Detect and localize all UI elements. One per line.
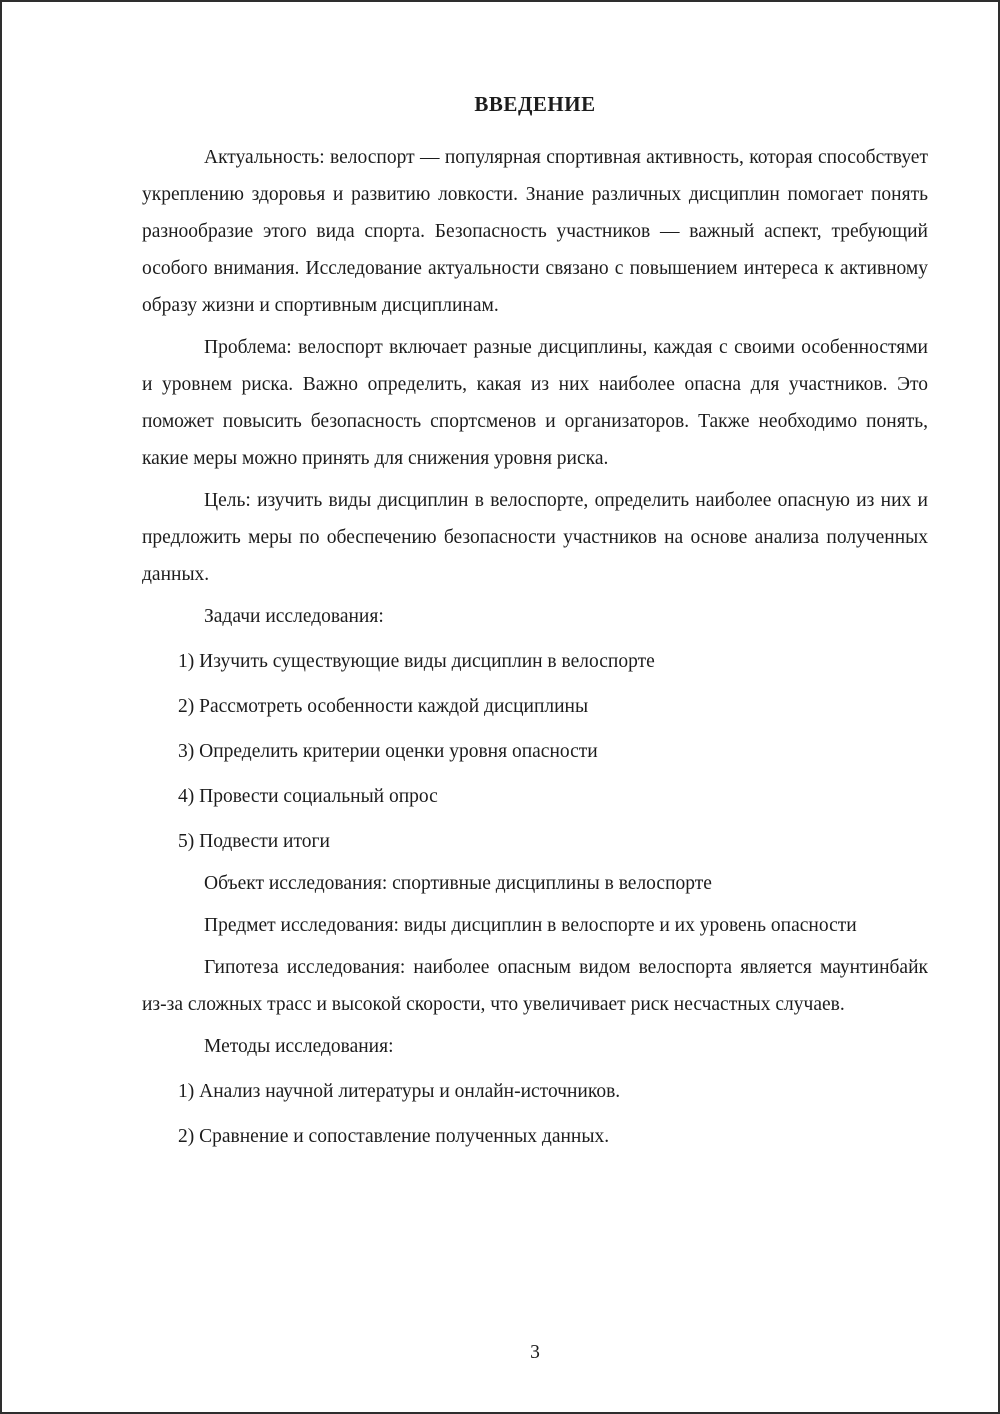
task-item-1: 1) Изучить существующие виды дисциплин в велоспорте xyxy=(178,651,655,672)
tasks-heading: Задачи исследования: xyxy=(204,606,384,627)
task-item-5: 5) Подвести итоги xyxy=(178,831,330,852)
paragraph-tsel: Цель: изучить виды дисциплин в велоспорте, определить наиболее опасную из них и предложить меры по обеспечению безопасности участников на основе анализа полученных данных. xyxy=(142,490,928,585)
paragraph-problema: Проблема: велоспорт включает разные дисциплины, каждая с своими особенностями и уровнем риска. Важно определить, какая из них наиболее опасна для участников. Это поможет повысить безопасность спортсменов и организаторов. Также необходимо понять, какие меры можно принять для снижения уровня риска. xyxy=(142,337,928,469)
methods-heading: Методы исследования: xyxy=(204,1036,394,1057)
paragraph-object: Объект исследования: спортивные дисциплины в велоспорте xyxy=(204,873,712,894)
page-number: 3 xyxy=(530,1342,540,1363)
paragraph-hypothesis: Гипотеза исследования: наиболее опасным видом велоспорта является маунтинбайк из-за сложных трасс и высокой скорости, что увеличивает риск несчастных случаев. xyxy=(142,957,928,1015)
task-item-4: 4) Провести социальный опрос xyxy=(178,786,438,807)
task-item-3: 3) Определить критерии оценки уровня опасности xyxy=(178,741,598,762)
paragraph-aktualnost: Актуальность: велоспорт — популярная спортивная активность, которая способствует укреплению здоровья и развитию ловкости. Знание различных дисциплин помогает понять разнообразие этого вида спорта. Безопасность участников — важный аспект, требующий особого внимания. Исследование актуальности связано с повышением интереса к активному образу жизни и спортивным дисциплинам. xyxy=(142,147,928,316)
paragraph-subject: Предмет исследования: виды дисциплин в велоспорте и их уровень опасности xyxy=(204,915,857,936)
method-item-2: 2) Сравнение и сопоставление полученных данных. xyxy=(178,1126,610,1147)
page-title: ВВЕДЕНИЕ xyxy=(474,92,596,116)
task-item-2: 2) Рассмотреть особенности каждой дисциплины xyxy=(178,696,589,717)
method-item-1: 1) Анализ научной литературы и онлайн-источников. xyxy=(178,1081,621,1102)
